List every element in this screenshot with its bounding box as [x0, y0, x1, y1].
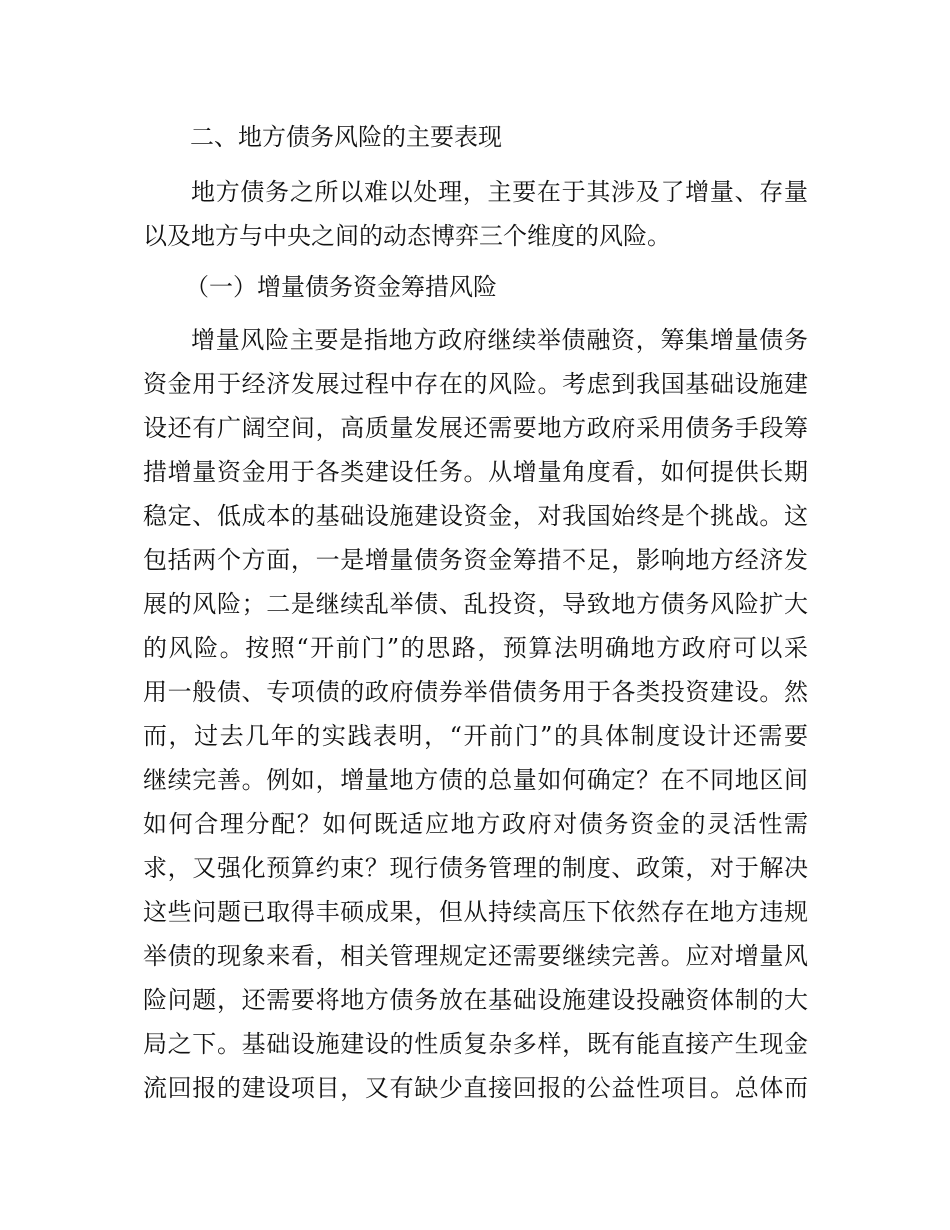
body-paragraph-line-8: 的风险。按照“开前门”的思路，预算法明确地方政府可以采	[143, 634, 808, 662]
body-paragraph-line-10: 而，过去几年的实践表明，“开前门”的具体制度设计还需要	[143, 722, 808, 750]
body-paragraph-line-17: 局之下。基础设施建设的性质复杂多样，既有能直接产生现金	[143, 1030, 808, 1058]
section-heading: 二、地方债务风险的主要表现	[190, 123, 502, 151]
intro-paragraph-line-2: 以及地方与中央之间的动态博弈三个维度的风险。	[143, 222, 671, 250]
body-paragraph-line-16: 险问题，还需要将地方债务放在基础设施建设投融资体制的大	[143, 986, 808, 1014]
body-paragraph-line-18: 流回报的建设项目，又有缺少直接回报的公益性项目。总体而	[143, 1074, 808, 1102]
subsection-heading: （一）增量债务资金筹措风险	[185, 273, 497, 301]
body-paragraph-line-12: 如何合理分配？如何既适应地方政府对债务资金的灵活性需	[143, 810, 808, 838]
body-paragraph-line-6: 包括两个方面，一是增量债务资金筹措不足，影响地方经济发	[143, 546, 808, 574]
body-paragraph-line-1: 增量风险主要是指地方政府继续举债融资，筹集增量债务	[191, 326, 808, 354]
body-paragraph-line-4: 措增量资金用于各类建设任务。从增量角度看，如何提供长期	[143, 458, 808, 486]
body-paragraph-line-13: 求，又强化预算约束？现行债务管理的制度、政策，对于解决	[143, 854, 808, 882]
body-paragraph-line-11: 继续完善。例如，增量地方债的总量如何确定？在不同地区间	[143, 766, 808, 794]
body-paragraph-line-14: 这些问题已取得丰硕成果，但从持续高压下依然存在地方违规	[143, 898, 808, 926]
body-paragraph-line-15: 举债的现象来看，相关管理规定还需要继续完善。应对增量风	[143, 942, 808, 970]
body-paragraph-line-7: 展的风险；二是继续乱举债、乱投资，导致地方债务风险扩大	[143, 590, 808, 618]
body-paragraph-line-9: 用一般债、专项债的政府债券举借债务用于各类投资建设。然	[143, 678, 808, 706]
body-paragraph-line-2: 资金用于经济发展过程中存在的风险。考虑到我国基础设施建	[143, 370, 808, 398]
body-paragraph-line-5: 稳定、低成本的基础设施建设资金，对我国始终是个挑战。这	[143, 502, 808, 530]
intro-paragraph-line-1: 地方债务之所以难以处理，主要在于其涉及了增量、存量	[191, 178, 808, 206]
body-paragraph-line-3: 设还有广阔空间，高质量发展还需要地方政府采用债务手段筹	[143, 414, 808, 442]
